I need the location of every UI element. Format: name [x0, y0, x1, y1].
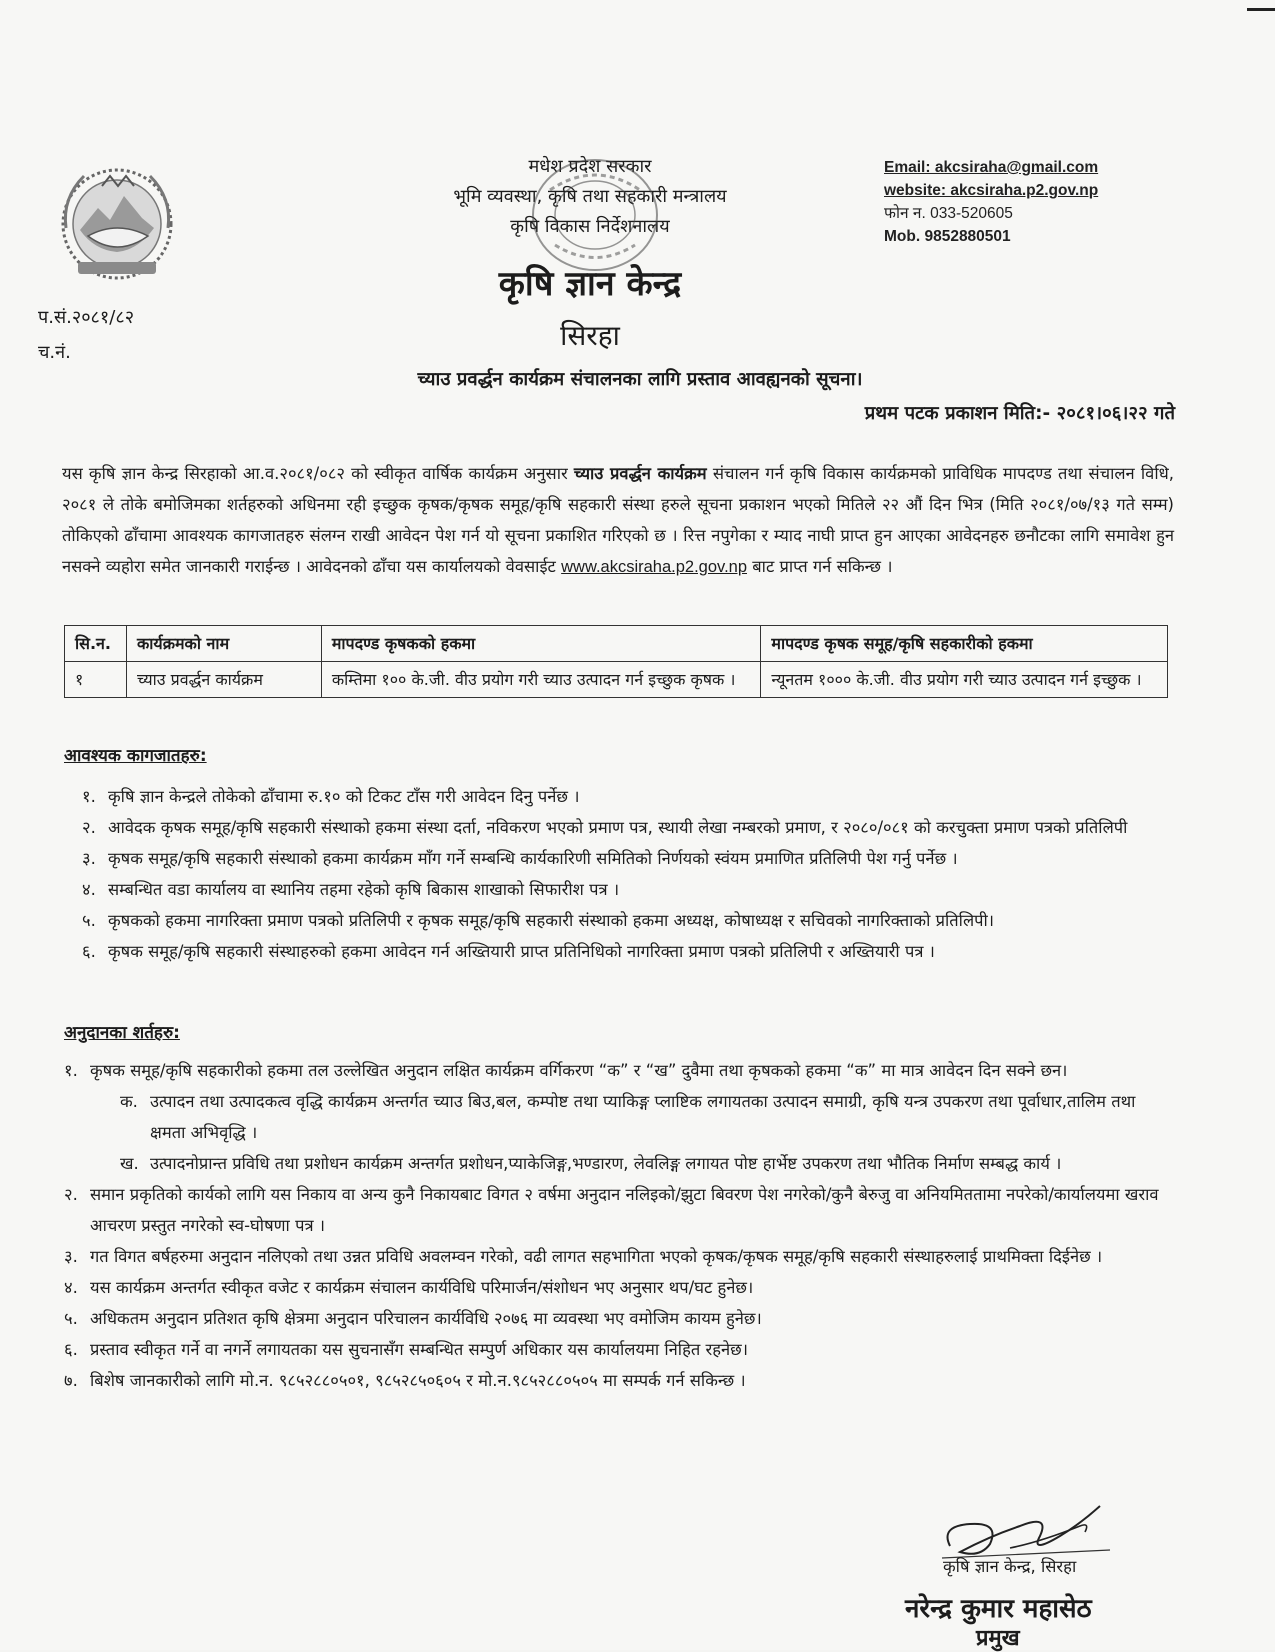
intro-part-3: बाट प्राप्त गर्न सकिन्छ । [747, 557, 893, 576]
list-item: ६. कृषक समूह/कृषि सहकारी संस्थाहरुको हकमा आवेदन गर्न अख्तियारी प्राप्त प्रतिनिधिको नागरिक्ता प्रमाण पत्रको प्रतिलिपी र अख्तियारी पत्र । [82, 942, 935, 961]
dispatch-number: च.नं. [38, 342, 71, 363]
signatory-name: नरेन्द्र कुमार महासेठ [905, 1594, 1092, 1624]
documents-heading: आवश्यक कागजातहरु: [64, 746, 207, 766]
list-item: ५. अधिकतम अनुदान प्रतिशत कृषि क्षेत्रमा अनुदान परिचालन कार्यविधि २०७६ मा व्यवस्था भए वमोजिम कायम हुनेछ। [64, 1309, 762, 1328]
list-item: १. कृषि ज्ञान केन्द्रले तोकेको ढाँचामा रु.१० को टिकट टाँस गरी आवेदन दिनु पर्नेछ । [82, 787, 580, 806]
list-item: क. उत्पादन तथा उत्पादकत्व वृद्धि कार्यक्रम अन्तर्गत च्याउ बिउ,बल, कम्पोष्ट तथा प्याकिङ्ग प्लाष्टिक लगायतका उत्पादन समाग्री, कृषि यन्त्र उपकरण तथा पूर्वाधार,तालिम तथा क्षमता अभिवृद्धि । [120, 1092, 1136, 1142]
cell-serial: १ [65, 662, 127, 698]
list-item: २. समान प्रकृतिको कार्यको लागि यस निकाय वा अन्य कुनै निकायबाट विगत २ वर्षमा अनुदान नलिइको/झुटा बिवरण पेश नगरेको/कुनै बेरुजु वा अनियमिततामा नपरेको/कार्यालयमा खराव आचरण प्रस्तुत नगरेको स्व-घोषणा पत्र । [64, 1185, 1159, 1235]
conditions-list [64, 1055, 1174, 1396]
reference-numbers [38, 300, 134, 370]
province-name: मधेश प्रदेश सरकार [528, 156, 652, 177]
header-farmer-criteria: मापदण्ड कृषकको हकमा [321, 626, 761, 662]
table-row [65, 662, 1168, 698]
directorate-name: कृषि विकास निर्देशनालय [510, 216, 670, 237]
district-name: सिरहा [560, 319, 620, 352]
list-item: ३. गत विगत बर्षहरुमा अनुदान नलिएको तथा उन्नत प्रविधि अवलम्वन गरेको, वढी लागत सहभागिता भएको कृषक/कृषक समूह/कृषि सहकारी संस्थाहरुलाई प्राथमिक्ता दिईनेछ । [64, 1247, 1103, 1266]
list-item: ३. कृषक समूह/कृषि सहकारी संस्थाको हकमा कार्यक्रम माँग गर्ने सम्बन्धि कार्यकारिणी समितिको निर्णयको स्वंयम प्रमाणित प्रतिलिपी पेश गर्नु पर्नेछ । [82, 849, 958, 868]
documents-list [82, 781, 1174, 967]
intro-paragraph [62, 458, 1174, 583]
ministry-name: भूमि व्यवस्था, कृषि तथा सहकारी मन्त्रालय [453, 186, 727, 207]
website-link[interactable]: website: akcsiraha.p2.gov.np [884, 182, 1099, 199]
list-item: ७. बिशेष जानकारीको लागि मो.न. ९८५२८८०५०१, ९८५२८५०६०५ र मो.न.९८५२८८०५०५ मा सम्पर्क गर्न सकिन्छ । [64, 1371, 746, 1390]
letter-serial: प.सं.२०८१/८२ [38, 307, 135, 328]
table-header-row [65, 626, 1168, 662]
notice-subject: च्याउ प्रवर्द्धन कार्यक्रम संचालनका लागि प्रस्ताव आवह्यनको सूचना। [417, 369, 863, 390]
mobile-number: Mob. 9852880501 [884, 228, 1011, 245]
header-program-name: कार्यक्रमको नाम [126, 626, 321, 662]
email-link[interactable]: Email: akcsiraha@gmail.com [884, 159, 1099, 176]
header-serial: सि.न. [65, 626, 127, 662]
intro-website-link[interactable]: www.akcsiraha.p2.gov.np [561, 558, 747, 576]
list-item: १. कृषक समूह/कृषि सहकारीको हकमा तल उल्लेखित अनुदान लक्षित कार्यक्रम वर्गिकरण “क” र “ख” दुवैमा तथा कृषकको हकमा “क” मा मात्र आवेदन दिन सक्ने छन। [64, 1061, 1068, 1080]
contact-block [884, 156, 1098, 248]
cell-group-criteria: न्यूनतम १००० के.जी. वीउ प्रयोग गरी च्याउ उत्पादन गर्न इच्छुक । [761, 662, 1168, 698]
intro-part-1: यस कृषि ज्ञान केन्द्र सिरहाको आ.व.२०८१/०८२ को स्वीकृत वार्षिक कार्यक्रम अनुसार [62, 464, 574, 483]
office-stamp-icon [520, 150, 670, 280]
signatory-role: प्रमुख [976, 1626, 1020, 1651]
cell-program-name: च्याउ प्रवर्द्धन कार्यक्रम [126, 662, 321, 698]
list-item: ६. प्रस्ताव स्वीकृत गर्ने वा नगर्ने लगायतका यस सुचनासँग सम्बन्धित सम्पुर्ण अधिकार यस कार्यालयमा निहित रहनेछ। [64, 1340, 748, 1359]
phone-number: फोन न. 033-520605 [884, 205, 1013, 222]
list-item: ४. यस कार्यक्रम अन्तर्गत स्वीकृत वजेट र कार्यक्रम संचालन कार्यविधि परिमार्जन/संशोधन भए अनुसार थप/घट हुनेछ। [64, 1278, 754, 1297]
program-table [64, 625, 1168, 698]
nepal-emblem-icon [58, 158, 176, 286]
scan-mark [1247, 8, 1275, 11]
list-item: ५. कृषकको हकमा नागरिक्ता प्रमाण पत्रको प्रतिलिपी र कृषक समूह/कृषि सहकारी संस्थाको हकमा अध्यक्ष, कोषाध्यक्ष र सचिवको नागरिक्ताको प्रतिलिपी। [82, 911, 995, 930]
signatory-office: कृषि ज्ञान केन्द्र, सिरहा [943, 1557, 1077, 1576]
list-item: २. आवेदक कृषक समूह/कृषि सहकारी संस्थाको हकमा संस्था दर्ता, नविकरण भएको प्रमाण पत्र, स्थायी लेखा नम्बरको प्रमाण, र २०८०/०८१ को करचुक्ता प्रमाण पत्रको प्रतिलिपी [82, 818, 1128, 837]
intro-program-name: च्याउ प्रवर्द्धन कार्यक्रम [573, 464, 707, 483]
intro-part-2: संचालन गर्न कृषि विकास कार्यक्रमको प्राविधिक मापदण्ड तथा संचालन विधि, २०८१ ले तोके बमोजिमका शर्तहरुको अधिनमा रही इच्छुक कृषक/कृषक समूह/कृषि सहकारी संस्था हरुले सूचना प्रकाशन भएको मितिले २२ औं दिन भित्र (मिति २०८१/०७/१३ गते सम्म) तोकिएको ढाँचामा आवश्यक कागजातहरु संलग्न राखी आवेदन पेश गर्न यो सूचना प्रकाशित गरिएको छ । रित्त नपुगेका र म्याद नाघी प्राप्त हुन आएका आवेदनहरु छनौटका लागि समावेश हुन नसक्ने व्यहोरा समेत जानकारी गराईन्छ । आवेदनको ढाँचा यस कार्यालयको वेवसाईट [62, 464, 1174, 576]
publication-date: प्रथम पटक प्रकाशन मिति:- २०८१।०६।२२ गते [864, 403, 1175, 424]
list-item: ४. सम्बन्धित वडा कार्यालय वा स्थानिय तहमा रहेको कृषि बिकास शाखाको सिफारीश पत्र । [82, 880, 620, 899]
list-item: ख. उत्पादनोप्रान्त प्रविधि तथा प्रशोधन कार्यक्रम अन्तर्गत प्रशोधन,प्याकेजिङ्ग,भण्डारण, लेवलिङ्ग लगायत पोष्ट हार्भेष्ट उपकरण तथा भौतिक निर्माण सम्बद्ध कार्य । [120, 1154, 1062, 1173]
office-name: कृषि ज्ञान केन्द्र [498, 264, 682, 304]
header-group-criteria: मापदण्ड कृषक समूह/कृषि सहकारीको हकमा [761, 626, 1168, 662]
cell-farmer-criteria: कम्तिमा १०० के.जी. वीउ प्रयोग गरी च्याउ उत्पादन गर्न इच्छुक कृषक । [321, 662, 761, 698]
conditions-heading: अनुदानका शर्तहरु: [64, 1023, 180, 1043]
